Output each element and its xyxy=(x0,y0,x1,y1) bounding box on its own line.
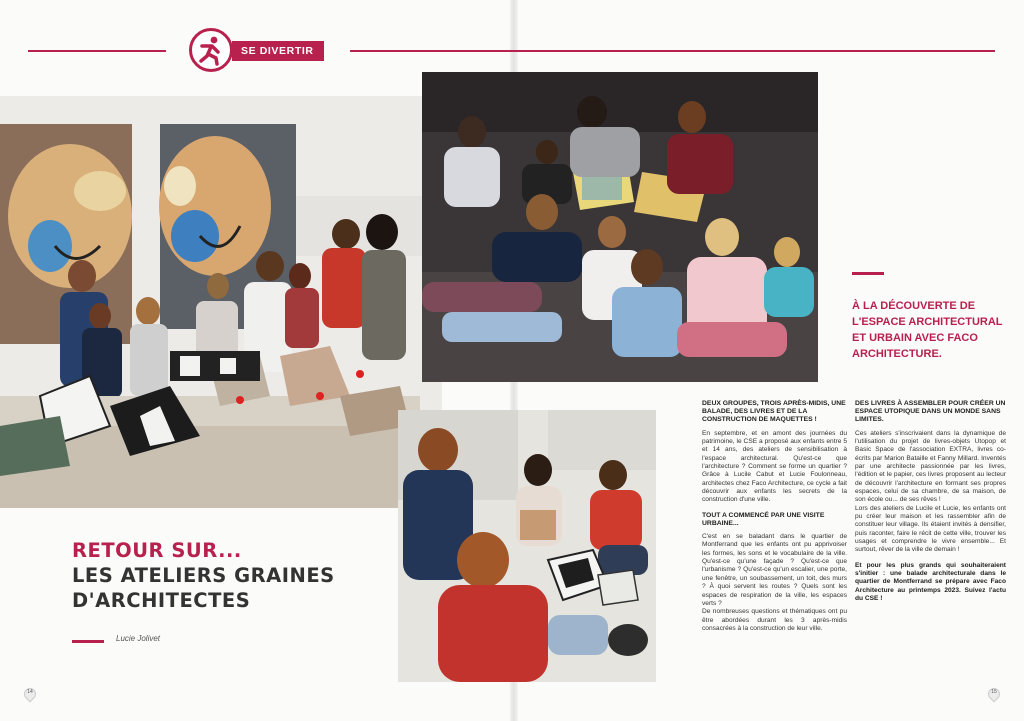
article-paragraph-4: Ces ateliers s'inscrivaient dans la dynamique de l'utilisation du projet de livres-objets Utopop et Basic Space de l'association EXTRA, livres co-écrits par Marion Bataille et Fanny Millard. Inventés par une architecte passionnée par les livres, l'édition et le papier, ces livres proposent au lecteur de découvrir l'architecture en formant ses propres espaces, celui de sa chambre, de sa maison, de son école ou... de ses rêves ! xyxy=(855,429,1006,504)
header-rule-left xyxy=(28,50,166,52)
header-rule-right xyxy=(350,50,995,52)
article-paragraph-1: En septembre, et en amont des journées du patrimoine, le CSE a proposé aux enfants entre 5 et 14 ans, des ateliers de sensibilisation à l'espace architectural. Qu'est-ce que l'architecture ? Comment se forme un quartier ? Grâce à Lucile Cabut et Lucie Foulonneau, architectes chez Faco Architecture, ce cycle a fait découvrir aux enfants les secrets de la construction d'une ville. xyxy=(702,429,847,504)
article-paragraph-2: C'est en se baladant dans le quartier de Montferrand que les enfants ont pu apprivoiser les formes, les sons et le vocabulaire de la ville. Qu'est-ce qu'une façade ? Qu'est-ce que l'urbanisme ? Qu'est-ce qu'un escalier, une porte, une fenêtre, un soubassement, un toit, des murs ? À quoi servent les routes ? Quels sont les espaces de respiration de la ville, les espaces verts ? xyxy=(702,533,847,607)
author-name: Lucie Jolivet xyxy=(116,634,161,643)
title-line-1: RETOUR SUR... xyxy=(72,539,242,562)
photo-group-with-models xyxy=(0,96,442,508)
article-heading-1: DEUX GROUPES, TROIS APRÈS-MIDIS, UNE BALADE, DES LIVRES ET DE LA CONSTRUCTION DE MAQUETTES ! xyxy=(702,400,846,424)
article-heading-2: TOUT A COMMENCÉ PAR UNE VISITE URBAINE... xyxy=(702,511,825,527)
article-heading-3: DES LIVRES À ASSEMBLER POUR CRÉER UN ESPACE UTOPIQUE DANS UN MONDE SANS LIMITES. xyxy=(855,400,1006,424)
photo-kids-reading-books xyxy=(422,72,818,382)
article-title xyxy=(72,538,412,613)
page-number-left-text: 14 xyxy=(27,689,33,695)
section-label: SE DIVERTIR xyxy=(232,41,324,61)
page-number-left xyxy=(24,688,36,702)
side-heading-rule xyxy=(852,272,884,275)
page-number-right-text: 15 xyxy=(991,689,997,695)
section-badge xyxy=(189,28,233,72)
title-line-3: D'ARCHITECTES xyxy=(72,589,251,612)
article-column-2 xyxy=(855,400,1006,610)
article-paragraph-6: Et pour les plus grands qui souhaiteraient s'initier : une balade architecturale dans le quartier de Montferrand se prépare avec Faco Architecture au printemps 2023. Suivez l'actu du CSE ! xyxy=(855,561,1006,603)
page-number-right xyxy=(988,688,1000,702)
article-paragraph-3: De nombreuses questions et thématiques ont pu être abordées durant les 3 après-midis consacrées à la construction de leur ville. xyxy=(702,608,847,632)
photo-kids-building-model xyxy=(398,410,656,682)
running-person-icon xyxy=(192,31,230,69)
side-heading: À LA DÉCOUVERTE DE L'ESPACE ARCHITECTURAL ET URBAIN AVEC FACO ARCHITECTURE. xyxy=(852,300,1003,360)
article-paragraph-5: Lors des ateliers de Lucile et Lucie, les enfants ont pu créer leur maison et les rassembler afin de constituer leur village. Ils étaient invités à densifier, puis raconter, faire le récit de cette ville, trouver les usages et comprendre le vivre ensemble... Et surtout, rêver de la ville de demain ! xyxy=(855,504,1006,554)
author-rule xyxy=(72,640,104,643)
title-line-2: LES ATELIERS GRAINES xyxy=(72,564,335,587)
article-column-1 xyxy=(702,400,847,640)
